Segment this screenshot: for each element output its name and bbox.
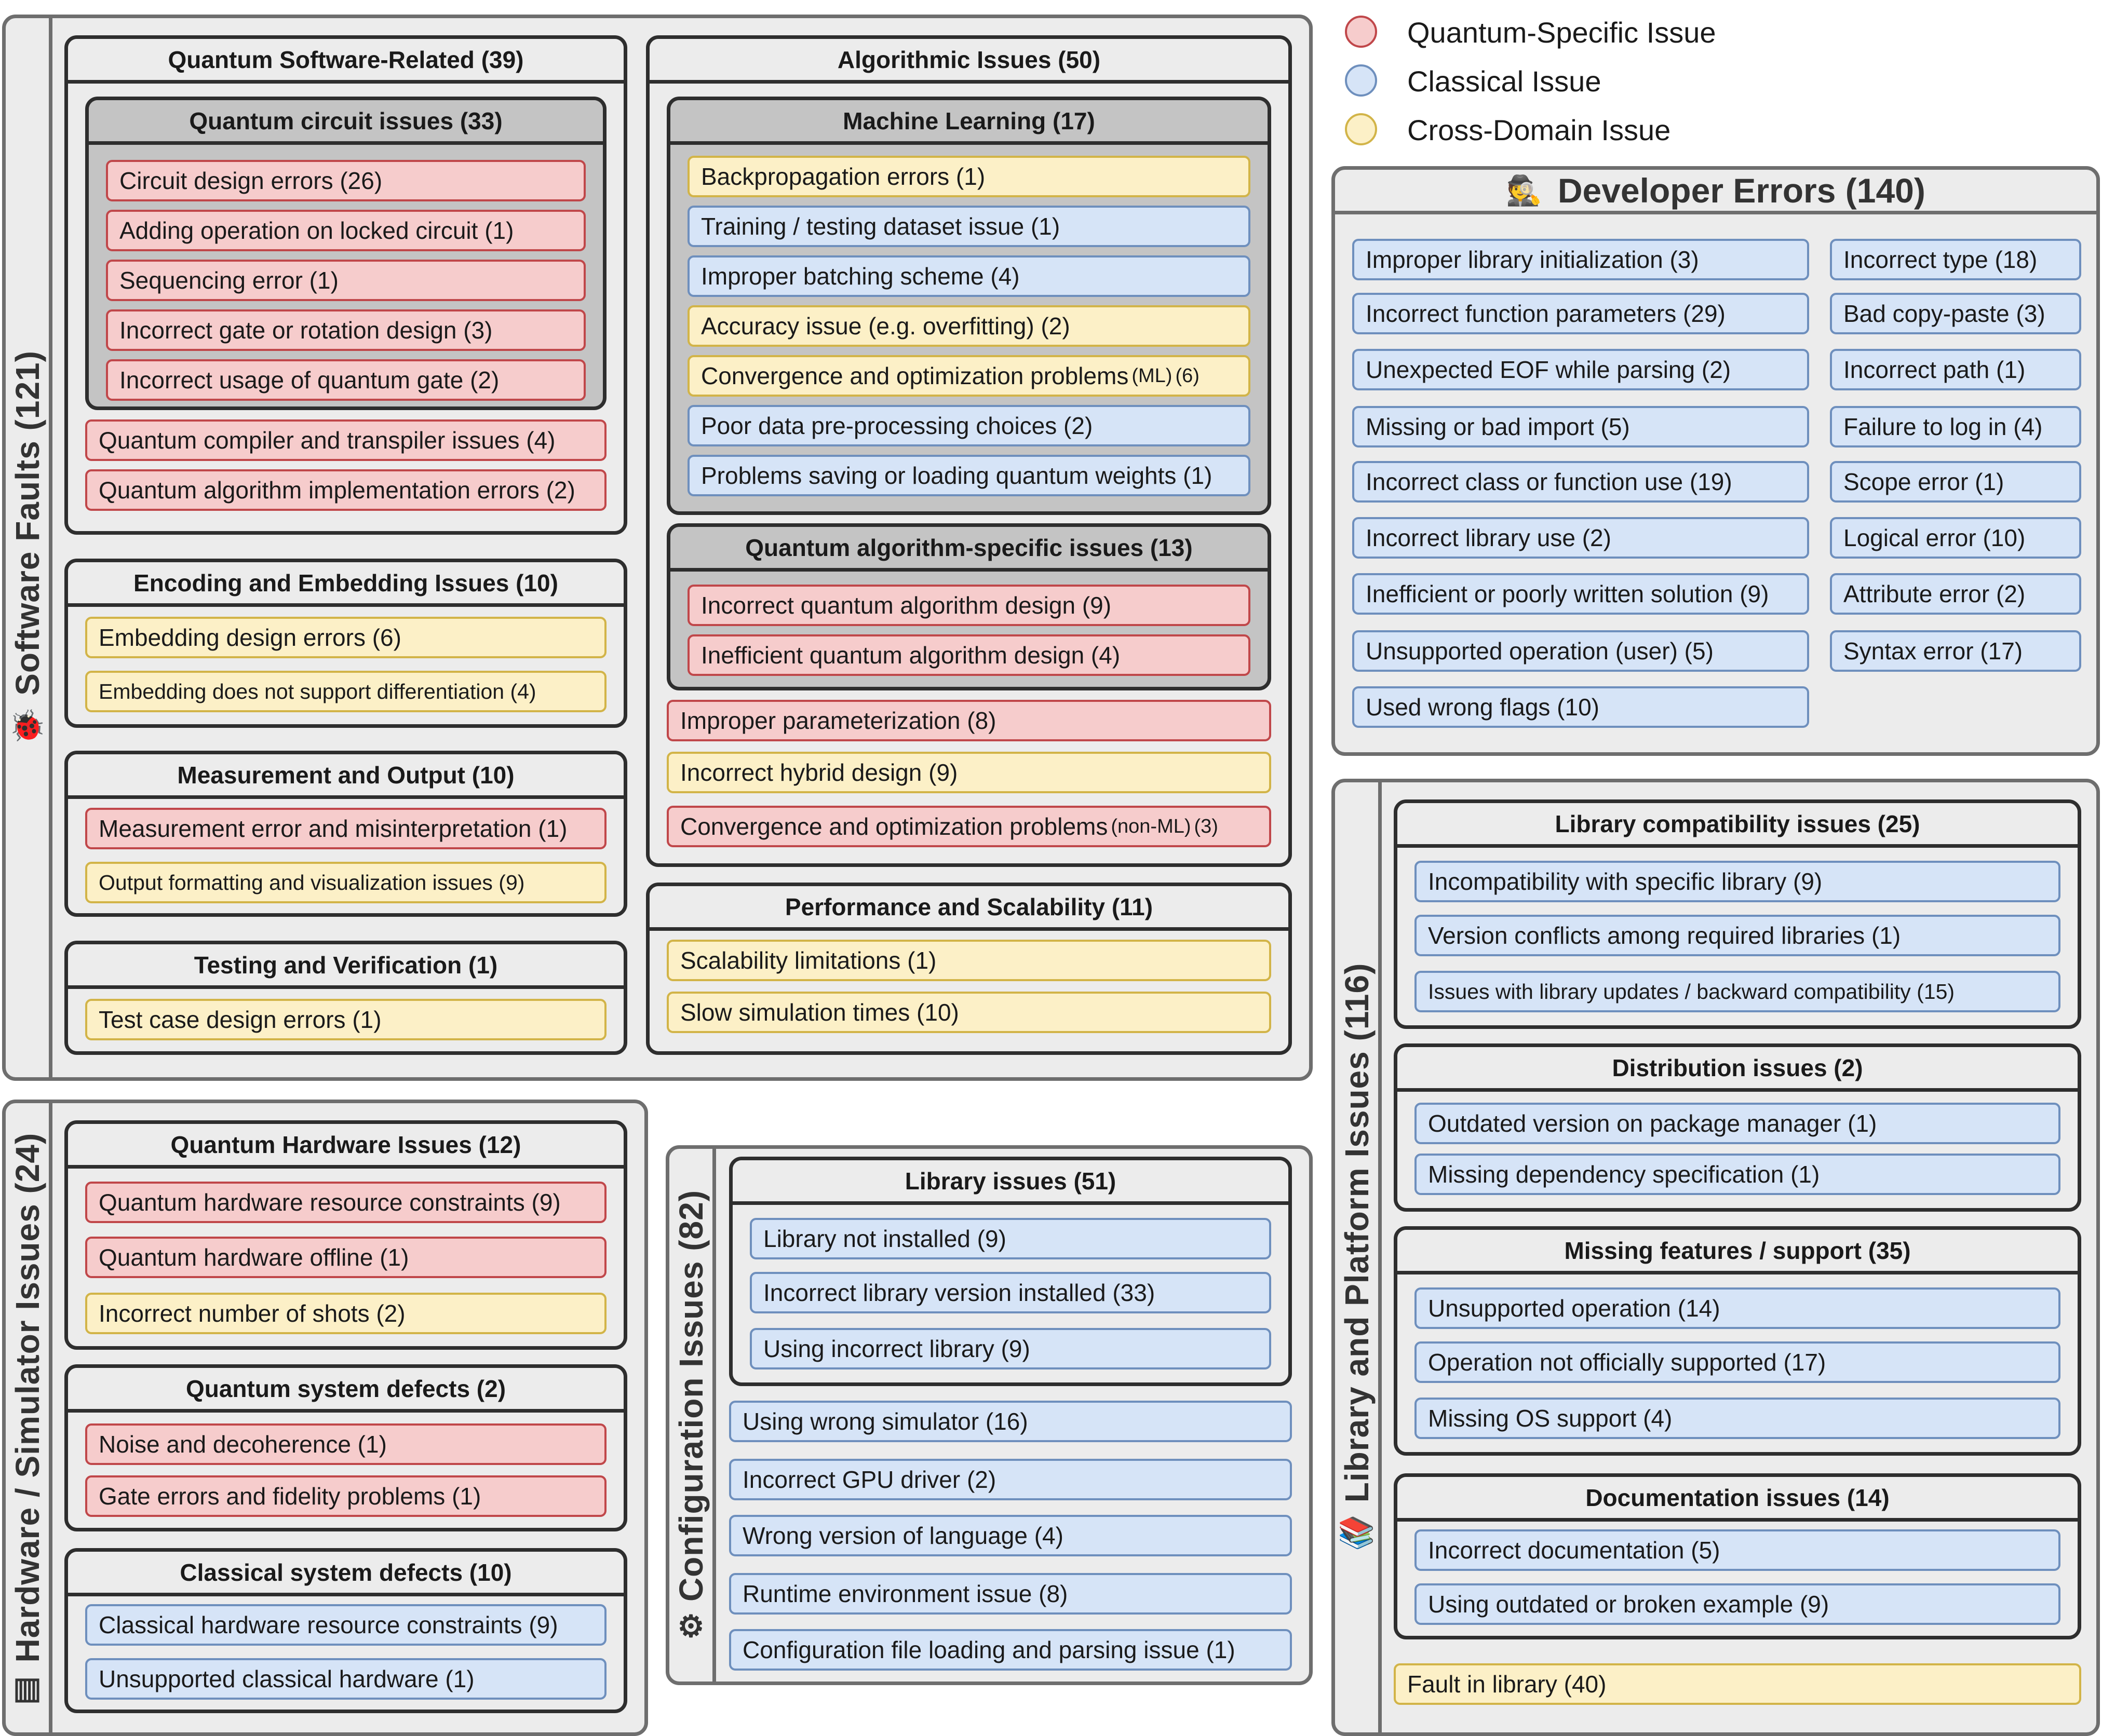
- issue-qualifier: (non-ML): [1111, 815, 1191, 837]
- developer-errors-title: Developer Errors (140): [1557, 171, 1925, 210]
- issue-item: Operation not officially supported (17): [1414, 1341, 2060, 1383]
- issue-item: Incorrect number of shots (2): [85, 1293, 607, 1334]
- bug-icon: 🐞: [8, 709, 47, 743]
- software-faults-title: Software Faults (121): [8, 350, 46, 696]
- software-faults-band: [6, 18, 52, 1077]
- issue-item: Inefficient quantum algorithm design (4): [688, 634, 1250, 676]
- group-title: Quantum system defects (2): [68, 1368, 624, 1413]
- group-title: Quantum algorithm-specific issues (13): [670, 527, 1268, 572]
- issue-item: Outdated version on package manager (1): [1414, 1103, 2060, 1144]
- issue-qualifier: (ML): [1131, 364, 1173, 387]
- legend-cross-label: Cross-Domain Issue: [1407, 114, 1671, 146]
- legend-quantum-swatch: [1345, 16, 1377, 48]
- issue-item: Incorrect documentation (5): [1414, 1529, 2060, 1571]
- issue-item: Incorrect hybrid design (9): [667, 752, 1271, 793]
- issue-item: Configuration file loading and parsing issue (1): [729, 1629, 1292, 1671]
- issue-item: Using incorrect library (9): [750, 1328, 1271, 1369]
- issue-item: Quantum hardware offline (1): [85, 1237, 607, 1278]
- issue-item: Slow simulation times (10): [667, 992, 1271, 1033]
- issue-item: Incorrect GPU driver (2): [729, 1459, 1292, 1500]
- issue-item: Noise and decoherence (1): [85, 1423, 607, 1465]
- issue-item: Version conflicts among required libraries (1): [1414, 915, 2060, 956]
- group-title: Quantum Software-Related (39): [68, 39, 624, 84]
- issue-item: Quantum compiler and transpiler issues (4): [85, 419, 607, 461]
- issue-item: Used wrong flags (10): [1352, 686, 1809, 728]
- issue-item: Incorrect gate or rotation design (3): [106, 309, 586, 351]
- issue-item: Missing dependency specification (1): [1414, 1154, 2060, 1195]
- group-title: Quantum circuit issues (33): [89, 100, 603, 145]
- issue-item: Logical error (10): [1830, 517, 2081, 559]
- issue-item: Scope error (1): [1830, 461, 2081, 503]
- issue-item: Missing OS support (4): [1414, 1398, 2060, 1439]
- group-title: Algorithmic Issues (50): [650, 39, 1288, 84]
- issue-item: Classical hardware resource constraints (9): [85, 1604, 607, 1646]
- issue-item: Quantum hardware resource constraints (9): [85, 1182, 607, 1223]
- legend-classical-label: Classical Issue: [1407, 65, 1601, 98]
- issue-item: Unexpected EOF while parsing (2): [1352, 349, 1809, 390]
- issue-item: Syntax error (17): [1830, 630, 2081, 672]
- issue-item: Circuit design errors (26): [106, 160, 586, 201]
- library-platform-title: Library and Platform Issues (116): [1338, 962, 1376, 1503]
- issue-item: Problems saving or loading quantum weights (1): [688, 455, 1250, 496]
- issue-item: Improper batching scheme (4): [688, 255, 1250, 297]
- issue-item: Attribute error (2): [1830, 573, 2081, 615]
- issue-item: Incorrect quantum algorithm design (9): [688, 585, 1250, 626]
- issue-item: Scalability limitations (1): [667, 940, 1271, 981]
- issue-item: Runtime environment issue (8): [729, 1573, 1292, 1615]
- issue-item: Incorrect library use (2): [1352, 517, 1809, 559]
- issue-item: Incorrect path (1): [1830, 349, 2081, 390]
- issue-item: Missing or bad import (5): [1352, 406, 1809, 447]
- issue-item: Output formatting and visualization issues (9): [85, 862, 607, 903]
- hardware-band: [6, 1103, 52, 1732]
- issue-item: Accuracy issue (e.g. overfitting) (2): [688, 305, 1250, 347]
- group-title: Library compatibility issues (25): [1397, 803, 2078, 848]
- issue-item: Inefficient or poorly written solution (9): [1352, 573, 1809, 615]
- issue-item: Backpropagation errors (1): [688, 156, 1250, 197]
- group-title: Classical system defects (10): [68, 1552, 624, 1596]
- group-title: Testing and Verification (1): [68, 944, 624, 989]
- group-title: Library issues (51): [733, 1160, 1288, 1205]
- issue-item: [688, 355, 1250, 397]
- issue-item: Bad copy-paste (3): [1830, 293, 2081, 334]
- issue-item: Poor data pre-processing choices (2): [688, 405, 1250, 446]
- library-platform-band: [1335, 782, 1382, 1732]
- issue-item: Incorrect function parameters (29): [1352, 293, 1809, 334]
- issue-item: Fault in library (40): [1394, 1663, 2081, 1705]
- issue-count: (3): [1194, 815, 1218, 837]
- group-title: Encoding and Embedding Issues (10): [68, 562, 624, 607]
- issue-item: Issues with library updates / backward compatibility (15): [1414, 971, 2060, 1012]
- issue-count: (6): [1175, 364, 1200, 387]
- issue-item: Adding operation on locked circuit (1): [106, 210, 586, 251]
- issue-item: Failure to log in (4): [1830, 406, 2081, 447]
- group-title: Distribution issues (2): [1397, 1047, 2078, 1092]
- books-icon: 📚: [1337, 1515, 1376, 1550]
- issue-item: Embedding does not support differentiation (4): [85, 671, 607, 712]
- issue-text: Convergence and optimization problems: [701, 362, 1129, 389]
- issue-item: Incorrect class or function use (19): [1352, 461, 1809, 503]
- issue-item: Improper parameterization (8): [667, 700, 1271, 741]
- group-title: Missing features / support (35): [1397, 1230, 2078, 1274]
- legend-quantum-label: Quantum-Specific Issue: [1407, 16, 1716, 49]
- group-title: Machine Learning (17): [670, 100, 1268, 145]
- issue-item: Improper library initialization (3): [1352, 239, 1809, 280]
- developer-icon: 🕵: [1506, 173, 1542, 207]
- legend-cross-swatch: [1345, 113, 1377, 145]
- issue-item: Using outdated or broken example (9): [1414, 1583, 2060, 1625]
- issue-item: Gate errors and fidelity problems (1): [85, 1475, 607, 1517]
- issue-item: Sequencing error (1): [106, 260, 586, 301]
- issue-item: Test case design errors (1): [85, 999, 607, 1040]
- issue-item: [667, 806, 1271, 847]
- issue-item: Embedding design errors (6): [85, 617, 607, 658]
- group-title: Measurement and Output (10): [68, 754, 624, 799]
- issue-text: Convergence and optimization problems: [680, 813, 1108, 840]
- group-title: Performance and Scalability (11): [650, 886, 1288, 931]
- gear-icon: ⚙: [677, 1609, 705, 1644]
- hardware-title: Hardware / Simulator Issues (24): [8, 1132, 46, 1663]
- legend-classical-swatch: [1345, 64, 1377, 97]
- issue-item: Library not installed (9): [750, 1218, 1271, 1259]
- issue-item: Using wrong simulator (16): [729, 1401, 1292, 1442]
- issue-item: Incorrect usage of quantum gate (2): [106, 359, 586, 401]
- server-icon: ▥: [12, 1671, 42, 1705]
- group-title: Quantum Hardware Issues (12): [68, 1124, 624, 1169]
- issue-item: Incorrect library version installed (33): [750, 1272, 1271, 1313]
- issue-item: Measurement error and misinterpretation (1): [85, 808, 607, 849]
- issue-item: Quantum algorithm implementation errors (2): [85, 469, 607, 511]
- issue-item: Unsupported operation (user) (5): [1352, 630, 1809, 672]
- issue-item: Incorrect type (18): [1830, 239, 2081, 280]
- issue-item: Unsupported operation (14): [1414, 1287, 2060, 1329]
- issue-item: Wrong version of language (4): [729, 1515, 1292, 1556]
- group-title: Documentation issues (14): [1397, 1477, 2078, 1522]
- configuration-title: Configuration Issues (82): [672, 1189, 710, 1602]
- configuration-band: [669, 1149, 716, 1681]
- issue-item: Unsupported classical hardware (1): [85, 1658, 607, 1700]
- issue-item: Training / testing dataset issue (1): [688, 206, 1250, 247]
- issue-item: Incompatibility with specific library (9): [1414, 861, 2060, 902]
